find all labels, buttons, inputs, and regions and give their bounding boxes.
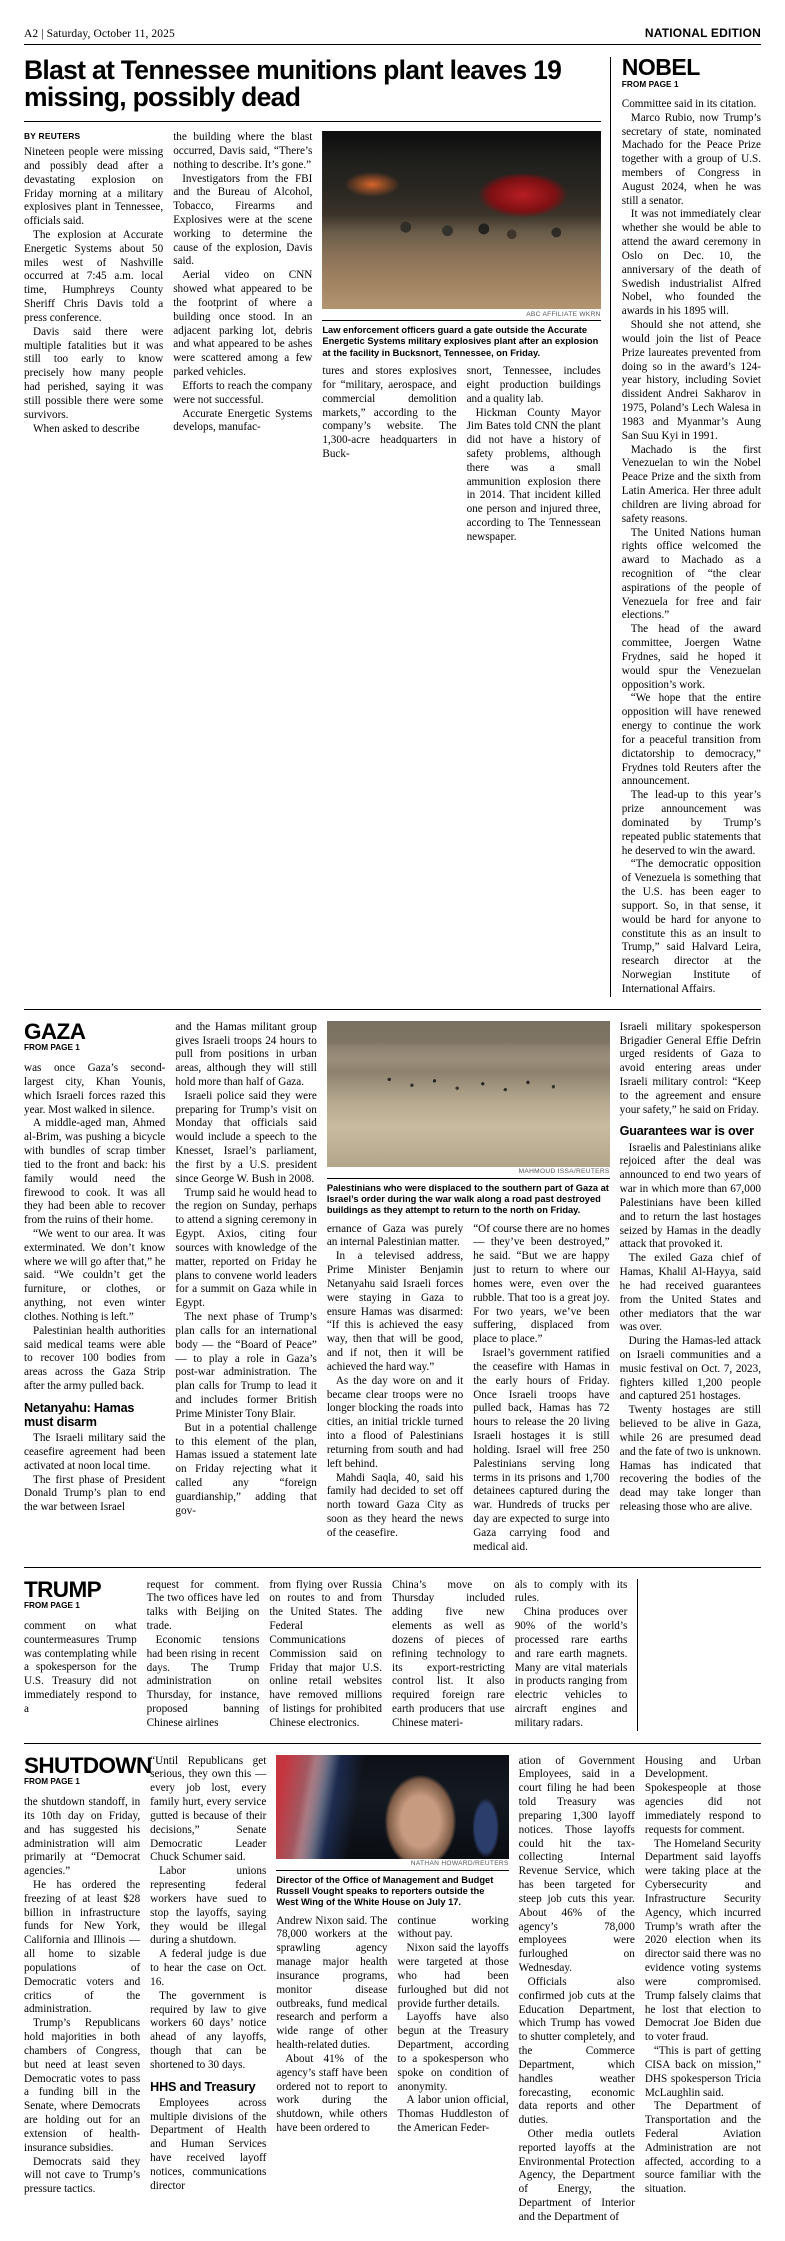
trump-col-5: [515, 1579, 628, 1731]
trump-col-1: [24, 1576, 137, 1731]
photo-credit: ABC AFFILIATE WKRN: [526, 310, 601, 318]
paragraph: Efforts to reach the company were not successful.: [173, 379, 313, 406]
figure-gaza-return: [327, 1021, 610, 1217]
shutdown-continuation-label: FROM PAGE 1: [24, 1777, 80, 1787]
top-section: [24, 54, 761, 997]
gaza-col-5: [620, 1021, 761, 1555]
paragraph: China’s move on Thursday included adding five new elements as well as dozens of pieces of refining technology to its export-restricting control list. It also required foreign rare earth producers that use Chinese materi-: [392, 1578, 505, 1729]
trump-section-title: TRUMP: [24, 1576, 101, 1602]
paragraph: “We went to our area. It was exterminated. We don’t know where we will go after that,” he said. “We couldn’t get the furniture, or clothes, or anything, not even winter clothes. Nothing is left.”: [24, 1227, 166, 1323]
trump-section: [24, 1568, 761, 1731]
paragraph: As the day wore on and it became clear troops were no longer blocking the roads into cities, an initial trickle turned into a flood of Palestinians returning from south and had left behind.: [326, 1374, 464, 1470]
nobel-continuation-label: FROM PAGE 1: [621, 79, 679, 89]
paragraph: continue working without pay.: [397, 1914, 509, 1941]
paragraph: The United Nations human rights office welcomed the award to Machado as a recognition of “the clear aspirations of the people of Venezuela for free and fair elections.”: [621, 526, 761, 622]
shutdown-col-4: [398, 1915, 509, 2136]
paragraph: In a televised address, Prime Minister Benjamin Netanyahu said Israeli forces were staying in Gaza to ensure Hamas was disarmed: “If this is achieved the easy way, then that will be good, and if not, then it will be achieved the hard way.”: [326, 1250, 464, 1373]
paragraph: Trump said he would head to the region on Sunday, perhaps to attend a signing ceremony in Egypt. Axios, citing four sources with knowledge of the matter, reported on Friday he plans to convene world leaders for a summit on Gaza while in Egypt.: [175, 1186, 317, 1310]
paragraph: the shutdown standoff, in its 10th day on Friday, and has suggested his administration will aim primarily at “Democrat agencies.”: [24, 1796, 141, 1878]
photo-credit: MAHMOUD ISSA/REUTERS: [518, 1168, 610, 1176]
paragraph: The Department of Transportation and the Federal Aviation Administration are not affected, according to a source familiar with the situation.: [644, 2100, 762, 2196]
shutdown-col-5: [519, 1755, 635, 2225]
shutdown-section: [24, 1744, 761, 2225]
photo-gaza-road: [327, 1021, 610, 1167]
nobel-section-title: NOBEL: [621, 54, 700, 80]
paragraph: The government is required by law to give workers 60 days’ notice ahead of any layoffs, though that can be shortened to 30 days.: [150, 1989, 267, 2071]
edition-label: NATIONAL EDITION: [644, 26, 761, 40]
paragraph: But in a potential challenge to this element of the plan, Hamas issued a statement late on Friday rejecting what it called any “foreign guardianship,” adding that gov-: [175, 1421, 317, 1517]
paragraph: The first phase of President Donald Trump’s plan to end the war between Israel: [24, 1473, 166, 1514]
folio-line: A2 | Saturday, October 11, 2025: [24, 28, 175, 40]
paragraph: Hickman County Mayor Jim Bates told CNN the plant did not have a history of safety problems, although there was a small ammunition explosion there in 2014. That incident killed one person and injured three, according to The Tennessean newspaper.: [466, 406, 601, 543]
paragraph: The next phase of Trump’s plan calls for an international body — the “Board of Peace” — to play a role in Gaza’s post-war administration. The plan calls for Trump to lead it and includes former British Prime Minister Tony Blair.: [175, 1311, 317, 1420]
paragraph: tures and stores explosives for “military, aerospace, and commercial demolition markets,” according to the company’s website. The 1,300-acre headquarters in Buck-: [322, 365, 457, 460]
paragraph: The exiled Gaza chief of Hamas, Khalil Al-Hayya, said he had received guarantees from the United States and other mediators that the war was over.: [619, 1252, 762, 1334]
paragraph: China produces over 90% of the world’s processed rare earths and rare earth magnets. Many are vital materials in products ranging from electric vehicles to aircraft engines and military radars.: [514, 1606, 628, 1729]
paragraph: Accurate Energetic Systems develops, manufac-: [173, 407, 313, 434]
shutdown-col-3: [276, 1915, 387, 2136]
trump-col-6-nobel-jump: [637, 1579, 761, 1731]
top-story-col-1: [24, 131, 163, 545]
paragraph: Should she not attend, she would join the list of Peace Prize laureates prevented from doing so in the award’s 124-year history, including Soviet dissident Andrei Sakharov in 1975, Poland’s Lech Walesa in 1983 and Myanmar’s Aung San Suu Kyi in 1991.: [621, 319, 761, 442]
paragraph: During the Hamas-led attack on Israeli communities and a music festival on Oct. 7, 2023, fighters killed 1,200 people and captured 251 hostages.: [619, 1335, 762, 1403]
paragraph: Officials also confirmed job cuts at the Education Department, which Trump has vowed to shutter completely, and the Commerce Department, which handles weather forecasting, economic data reports and other duties.: [518, 1975, 635, 2127]
trump-col-4: [392, 1579, 505, 1731]
paragraph: Committee said in its citation.: [621, 97, 757, 110]
trump-col-3: [269, 1579, 382, 1731]
paragraph: “We hope that the entire opposition will have renewed energy to continue the work for a peaceful transition from dictatorship to democracy,” Frydnes told Reuters after the announcement.: [621, 692, 761, 788]
paragraph: and the Hamas militant group gives Israeli troops 24 hours to pull from positions in urban areas, although they will still hold more than half of Gaza.: [175, 1020, 317, 1088]
page-masthead: [24, 26, 761, 45]
shutdown-section-title: SHUTDOWN: [24, 1752, 152, 1778]
paragraph: Nineteen people were missing and possibly dead after a devastating explosion on Friday morning at a military explosives plant in Tennessee, officials said.: [24, 146, 164, 228]
paragraph: “Until Republicans get serious, they own this —every job lost, every family hurt, every service gutted is because of their decisions,” Senate Democratic Leader Chuck Schumer said.: [150, 1754, 267, 1864]
paragraph: Democrats said they will not cave to Trump’s pressure tactics.: [24, 2155, 141, 2196]
paragraph: When asked to describe: [33, 422, 140, 435]
paragraph: Andrew Nixon said. The 78,000 workers at the sprawling agency manage major health insurance programs, monitor disease outbreaks, fund medical research and perform a wide range of other health-related duties.: [276, 1914, 388, 2052]
paragraph: comment on what countermeasures Trump was contemplating while a spokesperson for the U.S. Treasury did not immediately respond to a: [24, 1619, 137, 1715]
paragraph: The lead-up to this year’s prize announcement was dominated by Trump’s repeated public statements that he deserved to win the award.: [621, 789, 761, 857]
photo-tennessee-plant: [322, 131, 600, 309]
shutdown-subhead-hhs: HHS and Treasury: [150, 2079, 256, 2094]
paragraph: It was not immediately clear whether she would be able to attend the award ceremony in Oslo on Dec. 10, the anniversary of the death of Swedish industrialist Alfred Nobel, who founded the awards in his 1895 will.: [621, 208, 761, 318]
paragraph: from flying over Russia on routes to and from the United States. The Federal Communications Commission said on Friday that major U.S. online retail websites have removed millions of listings for prohibited Chinese electronics.: [269, 1578, 383, 1729]
gaza-col-4: [473, 1223, 609, 1555]
paragraph: Layoffs have also begun at the Treasury Department, according to a spokesperson who spoke on condition of anonymity.: [397, 2011, 509, 2093]
photo-caption: Law enforcement officers guard a gate outside the Accurate Energetic Systems military explosives plant after an explosion at the facility in Bucksnort, Tennessee, on Friday.: [322, 320, 600, 359]
gaza-photo-col: [327, 1021, 610, 1555]
paragraph: A middle-aged man, Ahmed al-Brim, was pushing a bicycle with bundles of scrap timber tied to the front and back: his family would need the firewood to cook. It was all they had been able to recover from the ruins of their home.: [24, 1117, 166, 1227]
paragraph: The Israeli military said the ceasefire agreement had been activated at noon local time.: [24, 1432, 166, 1472]
paragraph: “This is part of getting CISA back on mission,” DHS spokesperson Tricia McLaughlin said.: [644, 2045, 762, 2099]
trump-continuation-label: FROM PAGE 1: [24, 1600, 80, 1610]
page-title: Blast at Tennessee munitions plant leaves 19 missing, possibly dead: [24, 57, 601, 122]
paragraph: Twenty hostages are still believed to be alive in Gaza, while 26 are presumed dead and the fate of two is unknown. Hamas has indicated that recovering the bodies of the dead may take longer than releasing those who are alive.: [619, 1404, 762, 1514]
shutdown-col-6: [645, 1755, 761, 2225]
top-story-col-4: [467, 365, 601, 545]
paragraph: The head of the award committee, Joergen Watne Frydnes, said he hoped it would spur the Venezuelan opposition’s work.: [621, 623, 761, 691]
paragraph: “The democratic opposition of Venezuela is something that the U.S. has been eager to support. So, in that sense, it would be hard for anyone to constitute this as an insult to Trump,” said Halvard Leira, research director at the Norwegian Institute of International Affairs.: [621, 858, 761, 995]
paragraph: Israelis and Palestinians alike rejoiced after the deal was announced to end two years of war in which more than 67,000 Palestinians have been killed and to return the last hostages seized by Hamas in the deadly attack that provoked it.: [619, 1141, 762, 1251]
paragraph: als to comply with its rules.: [514, 1578, 628, 1605]
paragraph: Labor unions representing federal workers have sued to stop the layoffs, saying they would be illegal during a shutdown.: [150, 1865, 267, 1947]
trump-col-2: [147, 1579, 260, 1731]
paragraph: request for comment. The two offices have led talks with Beijing on trade.: [146, 1578, 260, 1633]
paragraph: Nixon said the layoffs were targeted at those who had been furloughed but did not provide further details.: [397, 1942, 509, 2010]
paragraph: ernance of Gaza was purely an internal Palestinian matter.: [326, 1222, 464, 1249]
top-story-col-3: [322, 365, 456, 545]
gaza-col-1: [24, 1018, 166, 1555]
paragraph: The Homeland Security Department said layoffs were taking place at the Cybersecurity and Infrastructure Security Agency, which incurred Trump’s wrath after the 2020 election when its director said there was no evidence voting systems were compromised. Trump falsely claims that he lost that election to Democrat Joe Biden due to voter fraud.: [644, 1837, 762, 2044]
shutdown-col-2: [150, 1755, 266, 2225]
gaza-col-2: [175, 1021, 316, 1555]
paragraph: “Of course there are no homes — they’ve been destroyed,” he said. “But we are happy just to return to where our homes were, even over the rubble. That too is a great joy. For two years, we’ve been suffering, displaced from place to place.”: [473, 1222, 610, 1346]
paragraph: Economic tensions had been rising in recent days. The Trump administration on Thursday, for instance, proposed banning Chinese airlines: [146, 1633, 260, 1729]
figure-vought: [276, 1755, 508, 1909]
gaza-col-3: [327, 1223, 463, 1555]
shutdown-photo-col: [276, 1755, 508, 2225]
paragraph: A federal judge is due to hear the case on Oct. 16.: [150, 1948, 267, 1988]
paragraph: Employees across multiple divisions of the Department of Health and Human Services have received layoff notices, communications director: [150, 2096, 267, 2192]
shutdown-col-1: [24, 1752, 152, 2225]
paragraph: Israeli military spokesperson Brigadier General Effie Defrin urged residents of Gaza to avoid entering areas under Israeli military control: “Keep to the agreement and ensure your safety,” he said on Friday.: [619, 1020, 762, 1116]
top-story: [24, 57, 601, 997]
photo-credit: NATHAN HOWARD/REUTERS: [410, 1860, 509, 1868]
paragraph: He has ordered the freezing of at least $28 billion in infrastructure funds for New York, California and Illinois — all home to sizable populations of Democratic voters and critics of the administration.: [24, 1878, 141, 2016]
paragraph: was once Gaza’s second-largest city, Khan Younis, which Israeli forces razed this year. Most walked in silence.: [24, 1062, 166, 1116]
paragraph: A labor union official, Thomas Huddleston of the American Feder-: [397, 2094, 509, 2135]
byline: BY REUTERS: [24, 131, 81, 142]
gaza-continuation-label: FROM PAGE 1: [24, 1043, 80, 1053]
paragraph: Housing and Urban Development. Spokespeople at those agencies did not immediately respond to requests for comment.: [644, 1754, 762, 1836]
gaza-subhead-netanyahu: Netanyahu: Hamas must disarm: [24, 1400, 135, 1430]
top-story-col-2: [173, 131, 312, 545]
paragraph: Palestinian health authorities said medical teams were able to recover 100 bodies from areas across the Gaza Strip after the army pulled back.: [24, 1324, 166, 1393]
paragraph: Aerial video on CNN showed what appeared to be the footprint of where a building once stood. In an adjacent parking lot, debris and what appeared to be ashes were scattered among a few parked vehicles.: [173, 269, 313, 379]
gaza-subhead-guarantees: Guarantees war is over: [619, 1124, 754, 1139]
paragraph: the building where the blast occurred, Davis said, “There’s nothing to describe. It’s gone.”: [173, 131, 313, 171]
gaza-section-title: GAZA: [24, 1018, 86, 1044]
paragraph: Marco Rubio, now Trump’s secretary of state, nominated Machado for the Peace Prize together with a group of U.S. members of Congress in August 2024, when he was still a senator.: [621, 111, 761, 207]
gaza-section: [24, 1010, 761, 1555]
photo-russell-vought: [276, 1755, 508, 1859]
paragraph: Other media outlets reported layoffs at the Environmental Protection Agency, the Department of Energy, the Department of Interior and the Department of: [518, 2128, 635, 2223]
paragraph: About 41% of the agency’s staff have been ordered not to report to work during the shutdown, while others have been ordered to: [276, 2052, 388, 2135]
paragraph: Trump’s Republicans hold majorities in both chambers of Congress, but need at least seven Democratic votes to pass a funding bill in the Senate, where Democrats are holding out for an extension of health-insurance subsidies.: [24, 2017, 141, 2154]
nobel-rail: [610, 54, 761, 997]
top-story-photo-col: [322, 131, 600, 545]
photo-caption: Director of the Office of Management and Budget Russell Vought speaks to reporters outside the West Wing of the White House on July 17.: [276, 1870, 508, 1909]
paragraph: ation of Government Employees, said in a court filing he had been told Treasury was preparing 1,300 layoff notices. Those layoffs could hit the tax-collecting Internal Revenue Service, which has been targeted for steep job cuts this year. About 46% of the agency’s 78,000 employees were furloughed on Wednesday.: [518, 1754, 635, 1975]
photo-caption: Palestinians who were displaced to the southern part of Gaza at Israel’s order during the war walk along a road past destroyed buildings as they attempt to return to the north on Friday.: [327, 1178, 610, 1217]
top-story-columns: [24, 131, 601, 545]
paragraph: The explosion at Accurate Energetic Systems about 50 miles west of Nashville occurred at 7:45 a.m. local time, Humphreys County Sheriff Chris Davis told a press conference.: [24, 229, 164, 324]
figure-tennessee-blast: [322, 131, 600, 359]
paragraph: Israeli police said they were preparing for Trump’s visit on Monday that officials said would include a speech to the Knesset, Israel’s parliament, the first by a U.S. president since George W. Bush in 2008.: [175, 1089, 317, 1185]
paragraph: Mahdi Saqla, 40, said his family had decided to set off north toward Gaza City as soon as they heard the news of the ceasefire.: [326, 1471, 464, 1539]
paragraph: Israel’s government ratified the ceasefire with Hamas in the early hours of Friday. Once Israeli troops have pulled back, Hamas has 72 hours to release the 20 living Israeli hostages it is still holding. Israel will free 250 Palestinians serving long terms in its prisons and 1,700 detainees captured during the war. Hundreds of trucks per day are expected to surge into Gaza carrying food and medical aid.: [473, 1347, 610, 1553]
paragraph: Davis said there were multiple fatalities but it was still too early to know precisely how many people had perished, saying it was still possible there were some survivors.: [24, 325, 164, 421]
paragraph: snort, Tennessee, includes eight production buildings and a quality lab.: [466, 365, 601, 405]
paragraph: Machado is the first Venezuelan to win the Nobel Peace Prize and the sixth from Latin America. Her three adult children are living abroad for safety reasons.: [621, 443, 761, 525]
paragraph: Investigators from the FBI and the Bureau of Alcohol, Tobacco, Firearms and Explosives were at the scene working to determine the cause of the explosion, Davis said.: [173, 172, 313, 268]
